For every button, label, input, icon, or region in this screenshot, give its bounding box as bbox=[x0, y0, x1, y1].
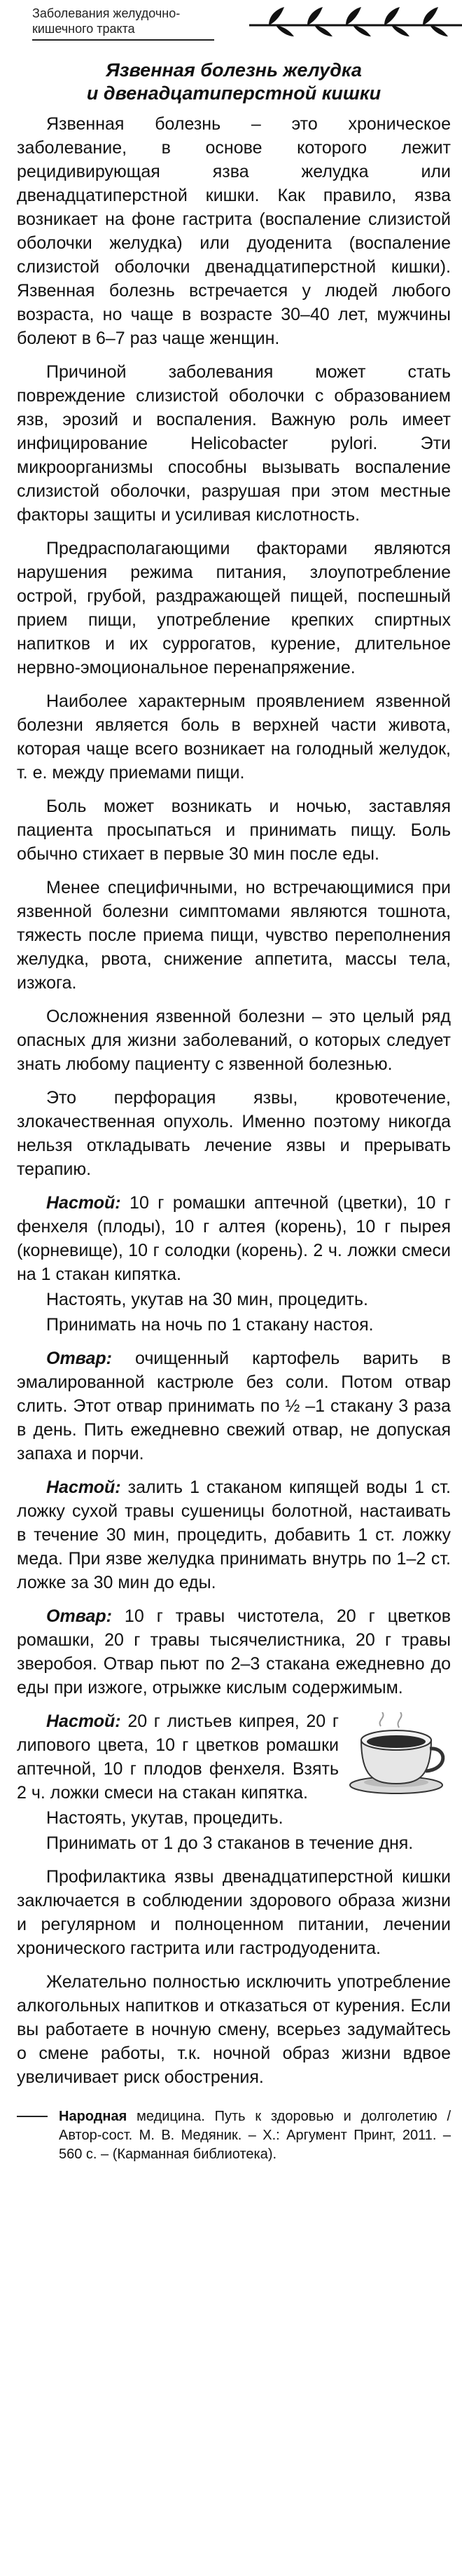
recipe-5-label: Настой: bbox=[46, 1711, 121, 1731]
recipe-2-text: очищенный картофель варить в эмалированной кастрюле без соли. Потом отвар слить. Этот отвар принимать по ½ –1 стакану 3 раза в день. Пить ежедневно свежий отвар, не допуская запаха и порчи. bbox=[17, 1349, 451, 1463]
recipe-1-line-3: Принимать на ночь по 1 стакану настоя. bbox=[46, 1315, 374, 1335]
recipe-5-line-3: Принимать от 1 до 3 стаканов в течение дня. bbox=[46, 1833, 414, 1853]
paragraph-complications: Осложнения язвенной болезни – это целый ряд опасных для жизни заболеваний, о которых следует знать любому пациенту с язвенной болезнью. bbox=[17, 1007, 451, 1074]
page-header bbox=[17, 0, 451, 45]
paragraph-complications-list: Это перфорация язвы, кровотечение, злокачественная опухоль. Именно поэтому никогда нельзя откладывать лечение язвы и прерывать терапию. bbox=[17, 1088, 451, 1179]
paragraph-symptom-pain: Наиболее характерным проявлением язвенной болезни является боль в верхней части живота, которая чаще всего возникает на голодный желудок, т. е. между приемами пищи. bbox=[17, 691, 451, 783]
header-divider bbox=[32, 39, 214, 41]
paragraph-definition: Язвенная болезнь – это хроническое заболевание, в основе которого лежит рецидивирующая язва желудка или двенадцатиперстной кишки. Как правило, язва возникает на фоне гастрита (воспаление слизистой оболочки желудка) или дуоденита (воспаление слизистой оболочки двенадцатиперстной кишки). Язвенная болезнь встречается у людей любого возраста, но чаще в возрасте 30–40 лет, мужчины болеют в 6–7 раз чаще женщин. bbox=[17, 114, 451, 348]
section-title: Заболевания желудочно-кишечного тракта bbox=[32, 6, 181, 36]
recipe-3-label: Настой: bbox=[46, 1478, 121, 1497]
title-line-2: и двенадцатиперстной кишки bbox=[86, 83, 382, 104]
recipe-4-label: Отвар: bbox=[46, 1606, 112, 1626]
paragraph-other-symptoms: Менее специфичными, но встречающимися при язвенной болезни симптомами являются тошнота, тяжесть после приема пищи, чувство переполнения желудка, рвота, снижение аппетита, массы тела, изжога. bbox=[17, 878, 451, 993]
paragraph-causes: Причиной заболевания может стать повреждение слизистой оболочки с образованием язв, эрозий и воспаления. Важную роль имеет инфицирование Helicobacter pylori. Эти микроорганизмы способны вызывать воспаление слизистой оболочки, разрушая при этом местные факторы защиты и усиливая кислотность. bbox=[17, 362, 451, 525]
recipe-2-label: Отвар: bbox=[46, 1349, 112, 1368]
recipe-1-line-2: Настоять, укутав на 30 мин, процедить. bbox=[46, 1290, 368, 1309]
source-divider bbox=[17, 2116, 48, 2117]
source-text: медицина. Путь к здоровью и долголетию / Автор-сост. М. В. Медяник. – Х.: Аргумент Принт, 2011. – 560 с. – (Карманная библиотека). bbox=[59, 2109, 451, 2162]
vine-ornament-icon bbox=[248, 4, 462, 46]
recipe-3 bbox=[17, 1475, 451, 1594]
tea-cup-icon bbox=[346, 1712, 451, 1796]
paragraph-night-pain: Боль может возникать и ночью, заставляя пациента просыпаться и принимать пищу. Боль обычно стихает в первые 30 мин после еды. bbox=[17, 797, 451, 864]
recipe-4 bbox=[17, 1604, 451, 1700]
article-body bbox=[17, 112, 451, 2089]
paragraph-risk-factors: Предрасполагающими факторами являются нарушения режима питания, злоупотребление острой, грубой, раздражающей пищей, поспешный прием пищи, употребление крепких спиртных напитков и их суррогатов, курение, длительное нервно-эмоциональное перенапряжение. bbox=[17, 539, 451, 677]
recipe-1 bbox=[17, 1191, 451, 1286]
recipe-5-text: 20 г листьев кипрея, 20 г липового цвета, 10 г цветков ромашки аптечной, 10 г плодов фенхеля. Взять 2 ч. ложки смеси на стакан кипятка. bbox=[17, 1711, 339, 1803]
recipe-3-text: залить 1 стаканом кипящей воды 1 ст. ложку сухой травы сушеницы болотной, настаивать в течение 30 мин, процедить, добавить 1 ст. ложку меда. При язве желудка принимать внутрь по 1–2 ст. ложке за 30 мин до еды. bbox=[17, 1478, 451, 1592]
recipe-4-text: 10 г травы чистотела, 20 г цветков ромашки, 20 г травы тысячелистника, 20 г травы зверобоя. Отвар пьют по 2–3 стакана ежедневно до еды при изжоге, отрыжке кислым содержимым. bbox=[17, 1606, 451, 1697]
article-title bbox=[17, 59, 451, 105]
recipe-5-line-2: Настоять, укутав, процедить. bbox=[46, 1808, 284, 1828]
recipe-2 bbox=[17, 1346, 451, 1466]
recipe-1-text: 10 г ромашки аптечной (цветки), 10 г фенхеля (плоды), 10 г алтея (корень), 10 г пырея (корневище), 10 г солодки (корень). 2 ч. ложки смеси на 1 стакан кипятка. bbox=[17, 1193, 451, 1284]
source-citation bbox=[17, 2107, 451, 2164]
title-line-1: Язвенная болезнь желудка bbox=[106, 60, 362, 81]
paragraph-prevention: Профилактика язвы двенадцатиперстной кишки заключается в соблюдении здорового образа жизни и регулярном и полноценном питании, лечении хронического гастрита или гастродуоденита. bbox=[17, 1867, 451, 1958]
recipe-5 bbox=[17, 1709, 451, 1805]
paragraph-lifestyle: Желательно полностью исключить употребление алкогольных напитков и отказаться от курения. Если вы работаете в ночную смену, всерьез задумайтесь о смене работы, т.к. ночной образ жизни вдвое увеличивает риск обострения. bbox=[17, 1972, 451, 2087]
source-bold-word: Народная bbox=[59, 2109, 127, 2124]
recipe-1-label: Настой: bbox=[46, 1193, 121, 1213]
